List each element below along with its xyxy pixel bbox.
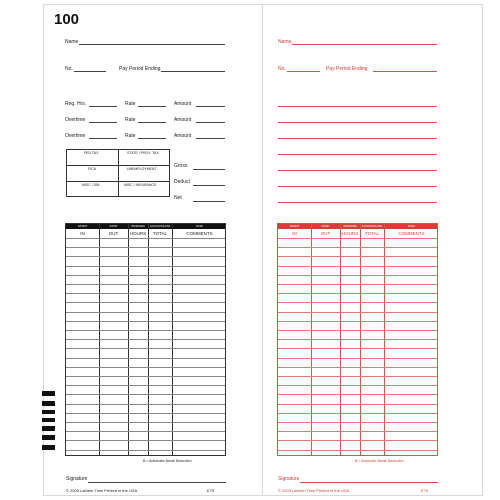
footer-copyright: © 2003 Lathem Time Printed in the USA (278, 488, 350, 493)
rate-label: Rate (125, 117, 136, 123)
table-row (66, 422, 225, 423)
table-row (278, 339, 437, 340)
tax-cell-label: FED TAX (84, 151, 99, 155)
pay-period-label: Pay Period Ending (326, 66, 368, 72)
table-row (278, 275, 437, 276)
table-row (66, 367, 225, 368)
col-hours: HOURS (341, 231, 359, 236)
table-row (66, 339, 225, 340)
tax-cell-label: MISC / INSURANCE (124, 183, 157, 187)
rate-line (138, 138, 166, 139)
table-row (278, 312, 437, 313)
signature-label: Signature (278, 476, 300, 482)
name-line (79, 44, 225, 45)
table-row (278, 293, 437, 294)
table-row (66, 404, 225, 405)
table-row (66, 385, 225, 386)
time-card-black (43, 4, 264, 496)
col-comments: COMMENTS (186, 231, 213, 236)
table-row (278, 385, 437, 386)
deduct-line (193, 185, 225, 186)
header-task: TASK (407, 224, 416, 228)
timing-mark (42, 401, 55, 406)
break-note: B = Automatic Break Deduction (143, 459, 192, 463)
name-label: Name (65, 39, 79, 45)
table-row (66, 275, 225, 276)
timing-mark (42, 391, 55, 396)
earnings-line (89, 122, 117, 123)
header-accumulate: ACCUMULATE (361, 224, 383, 228)
table-row (278, 266, 437, 267)
table-row (278, 404, 437, 405)
table-row (66, 394, 225, 395)
tax-row-divider (67, 165, 169, 166)
rate-label: Rate (125, 133, 136, 139)
deduct-label: Deduct (174, 179, 190, 185)
timing-mark (42, 418, 55, 422)
tax-divider (118, 150, 119, 196)
rate-label: Rate (125, 101, 136, 107)
table-row (278, 321, 437, 322)
table-row (66, 312, 225, 313)
table-row (66, 450, 225, 451)
pay-period-line (373, 71, 437, 72)
timing-mark (42, 410, 55, 414)
tax-deduction-box (66, 149, 170, 197)
time-card-red (262, 4, 483, 496)
table-row (66, 247, 225, 248)
amount-line (196, 122, 225, 123)
table-row (66, 284, 225, 285)
blank-line (278, 138, 437, 139)
table-row (66, 431, 225, 432)
name-label: Name (278, 39, 292, 45)
blank-line (278, 202, 437, 203)
table-row (278, 238, 437, 239)
no-label: No. (278, 66, 286, 72)
col-total: TOTAL (152, 231, 168, 236)
time-table (65, 223, 226, 456)
earnings-label: Overtime (65, 117, 86, 123)
rate-line (138, 106, 166, 107)
gross-line (193, 169, 225, 170)
blank-line (278, 154, 437, 155)
table-row (278, 431, 437, 432)
table-row (278, 413, 437, 414)
table-row (278, 376, 437, 377)
table-row (278, 422, 437, 423)
header-worked: WORKED (343, 224, 357, 228)
header-worked: WORKED (131, 224, 145, 228)
amount-label: Amount (174, 101, 192, 107)
table-row (66, 321, 225, 322)
table-row (66, 358, 225, 359)
signature-line (300, 482, 438, 483)
name-line (292, 44, 437, 45)
amount-line (196, 106, 225, 107)
tax-cell-label: MISC / DBI (82, 183, 100, 187)
no-line (287, 71, 320, 72)
rate-line (138, 122, 166, 123)
tax-row-divider (67, 181, 169, 182)
gross-label: Gross (174, 163, 188, 169)
no-label: No. (65, 66, 73, 72)
earnings-label: Reg. Hrs. (65, 101, 87, 107)
tax-cell-label: FICA (88, 167, 96, 171)
no-line (74, 71, 106, 72)
amount-label: Amount (174, 117, 192, 123)
table-row (66, 256, 225, 257)
header-accumulate: ACCUMULATE (149, 224, 171, 228)
table-row (278, 284, 437, 285)
amount-line (196, 138, 225, 139)
table-row (66, 293, 225, 294)
signature-line (88, 482, 226, 483)
table-row (278, 330, 437, 331)
timing-mark (42, 435, 55, 440)
header-start: START (289, 224, 300, 228)
timing-mark (42, 426, 55, 431)
net-line (193, 201, 225, 202)
header-stop: STOP (321, 224, 330, 228)
header-stop: STOP (109, 224, 118, 228)
tax-cell-label: STATE / PROV. TAX (127, 151, 159, 155)
earnings-line (89, 106, 117, 107)
signature-label: Signature (66, 476, 88, 482)
earnings-label: Overtime (65, 133, 86, 139)
table-row (66, 302, 225, 303)
col-total: TOTAL (364, 231, 380, 236)
table-row (66, 413, 225, 414)
table-row (66, 266, 225, 267)
blank-line (278, 186, 437, 187)
col-comments: COMMENTS (398, 231, 425, 236)
table-row (278, 256, 437, 257)
table-row (66, 348, 225, 349)
table-row (66, 330, 225, 331)
table-row (66, 376, 225, 377)
table-row (66, 238, 225, 239)
col-in: IN (292, 231, 297, 236)
blank-line (278, 122, 437, 123)
blank-line (278, 106, 437, 107)
timing-mark (42, 445, 55, 450)
header-start: START (77, 224, 88, 228)
table-row (278, 302, 437, 303)
header-task: TASK (195, 224, 204, 228)
table-row (278, 450, 437, 451)
table-row (278, 440, 437, 441)
table-row (278, 247, 437, 248)
table-row (278, 367, 437, 368)
card-number: 100 (54, 11, 80, 28)
pay-period-label: Pay Period Ending (119, 66, 161, 72)
break-note: B = Automatic Break Deduction (355, 459, 404, 463)
footer-code: E79 (207, 488, 215, 493)
earnings-line (89, 138, 117, 139)
col-out: OUT (320, 231, 331, 236)
blank-line (278, 170, 437, 171)
col-out: OUT (108, 231, 119, 236)
table-row (66, 440, 225, 441)
table-row (278, 358, 437, 359)
amount-label: Amount (174, 133, 192, 139)
pay-period-line (161, 71, 225, 72)
table-row (278, 394, 437, 395)
col-in: IN (80, 231, 85, 236)
time-table (277, 223, 438, 456)
table-row (278, 348, 437, 349)
net-label: Net (174, 195, 182, 201)
col-hours: HOURS (129, 231, 147, 236)
footer-copyright: © 2003 Lathem Time Printed in the USA (66, 488, 138, 493)
tax-cell-label: UNEMPLOYMENT (127, 167, 157, 171)
footer-code: E79 (421, 488, 429, 493)
